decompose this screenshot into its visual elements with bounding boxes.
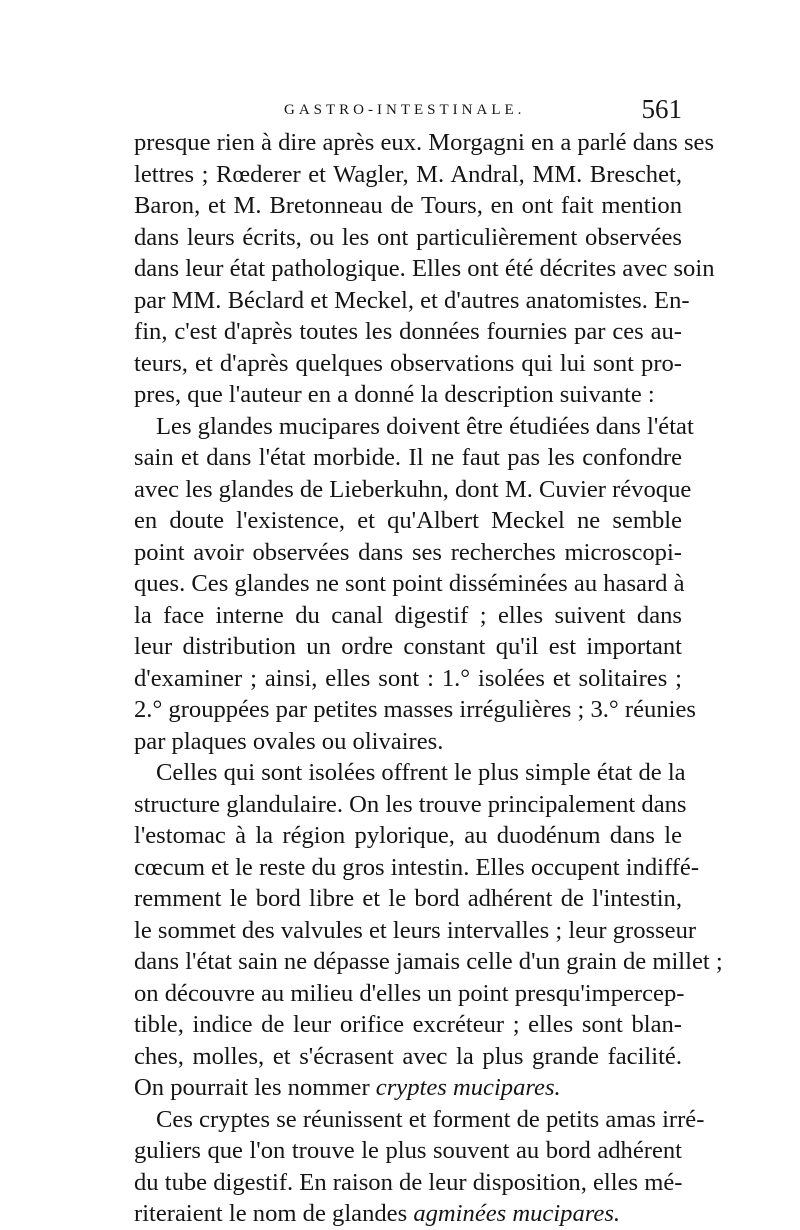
paragraph-start-line: Les glandes mucipares doivent être étudiées dans l'état xyxy=(156,412,694,440)
text-line: 2.° grouppées par petites masses irrégulières ; 3.° réunies xyxy=(134,696,696,723)
text-line: Baron, et M. Bretonneau de Tours, en ont fait mention xyxy=(134,192,682,219)
text-line: par MM. Béclard et Meckel, et d'autres anatomistes. En- xyxy=(134,286,690,314)
text-line: presque rien à dire après eux. Morgagni en a parlé dans ses xyxy=(134,129,715,156)
text-line: tible, indice de leur orifice excréteur ; elles sont blan- xyxy=(134,1011,682,1038)
text-line: sain et dans l'état morbide. Il ne faut pas les confondre xyxy=(134,444,682,471)
text-line: dans l'état sain ne dépasse jamais celle d'un grain de millet ; xyxy=(134,948,723,975)
text-line: teurs, et d'après quelques observations qui lui sont pro- xyxy=(134,349,682,377)
page-header xyxy=(134,94,682,128)
text-line: cœcum et le reste du gros intestin. Elles occupent indiffé- xyxy=(134,853,700,881)
text-line: lettres ; Rœderer et Wagler, M. Andral, MM. Breschet, xyxy=(134,160,682,188)
paragraph-start-line: Celles qui sont isolées offrent le plus simple état de la xyxy=(156,759,686,786)
paragraph-end-line xyxy=(134,1198,682,1230)
running-title: GASTRO-INTESTINALE. xyxy=(284,102,526,118)
italic-term: cryptes mucipares. xyxy=(375,1074,561,1101)
text-line: dans leur état pathologique. Elles ont été décrites avec soin xyxy=(134,255,715,282)
text-line: structure glandulaire. On les trouve principalement dans xyxy=(134,790,687,818)
paragraph-start-line: Ces cryptes se réunissent et forment de petits amas irré- xyxy=(156,1105,705,1133)
text-line: remment le bord libre et le bord adhérent de l'intestin, xyxy=(134,885,682,912)
text-line: point avoir observées dans ses recherches microscopi- xyxy=(134,538,682,566)
text-line: leur distribution un ordre constant qu'il est important xyxy=(134,633,682,660)
paragraph-end-line xyxy=(134,1072,682,1104)
text-line: ches, molles, et s'écrasent avec la plus grande facilité. xyxy=(134,1042,682,1070)
text-fragment: On pourrait les nommer xyxy=(134,1074,370,1101)
page-number: 561 xyxy=(641,94,682,124)
text-line: ques. Ces glandes ne sont point disséminées au hasard à xyxy=(134,570,685,597)
text-line: on découvre au milieu d'elles un point presqu'impercep- xyxy=(134,979,685,1007)
text-line: avec les glandes de Lieberkuhn, dont M. Cuvier révoque xyxy=(134,475,692,503)
body-text xyxy=(134,127,723,1230)
text-line: le sommet des valvules et leurs intervalles ; leur grosseur xyxy=(134,916,697,944)
text-line: fin, c'est d'après toutes les données fournies par ces au- xyxy=(134,318,682,345)
paragraph-end-line: par plaques ovales ou olivaires. xyxy=(134,727,444,755)
text-line: dans leurs écrits, ou les ont particulièrement observées xyxy=(134,223,682,251)
paragraph-end-line: pres, que l'auteur en a donné la description suivante : xyxy=(134,381,655,408)
text-line: du tube digestif. En raison de leur disposition, elles mé- xyxy=(134,1168,683,1196)
italic-term: agminées mucipares. xyxy=(413,1200,621,1227)
text-line: la face interne du canal digestif ; elles suivent dans xyxy=(134,601,682,629)
text-line: guliers que l'on trouve le plus souvent au bord adhérent xyxy=(134,1137,682,1164)
text-line: l'estomac à la région pylorique, au duodénum dans le xyxy=(134,822,682,849)
text-line: en doute l'existence, et qu'Albert Meckel ne semble xyxy=(134,507,682,534)
text-fragment: riteraient le nom de glandes xyxy=(134,1200,408,1227)
text-line: d'examiner ; ainsi, elles sont : 1.° isolées et solitaires ; xyxy=(134,664,682,692)
